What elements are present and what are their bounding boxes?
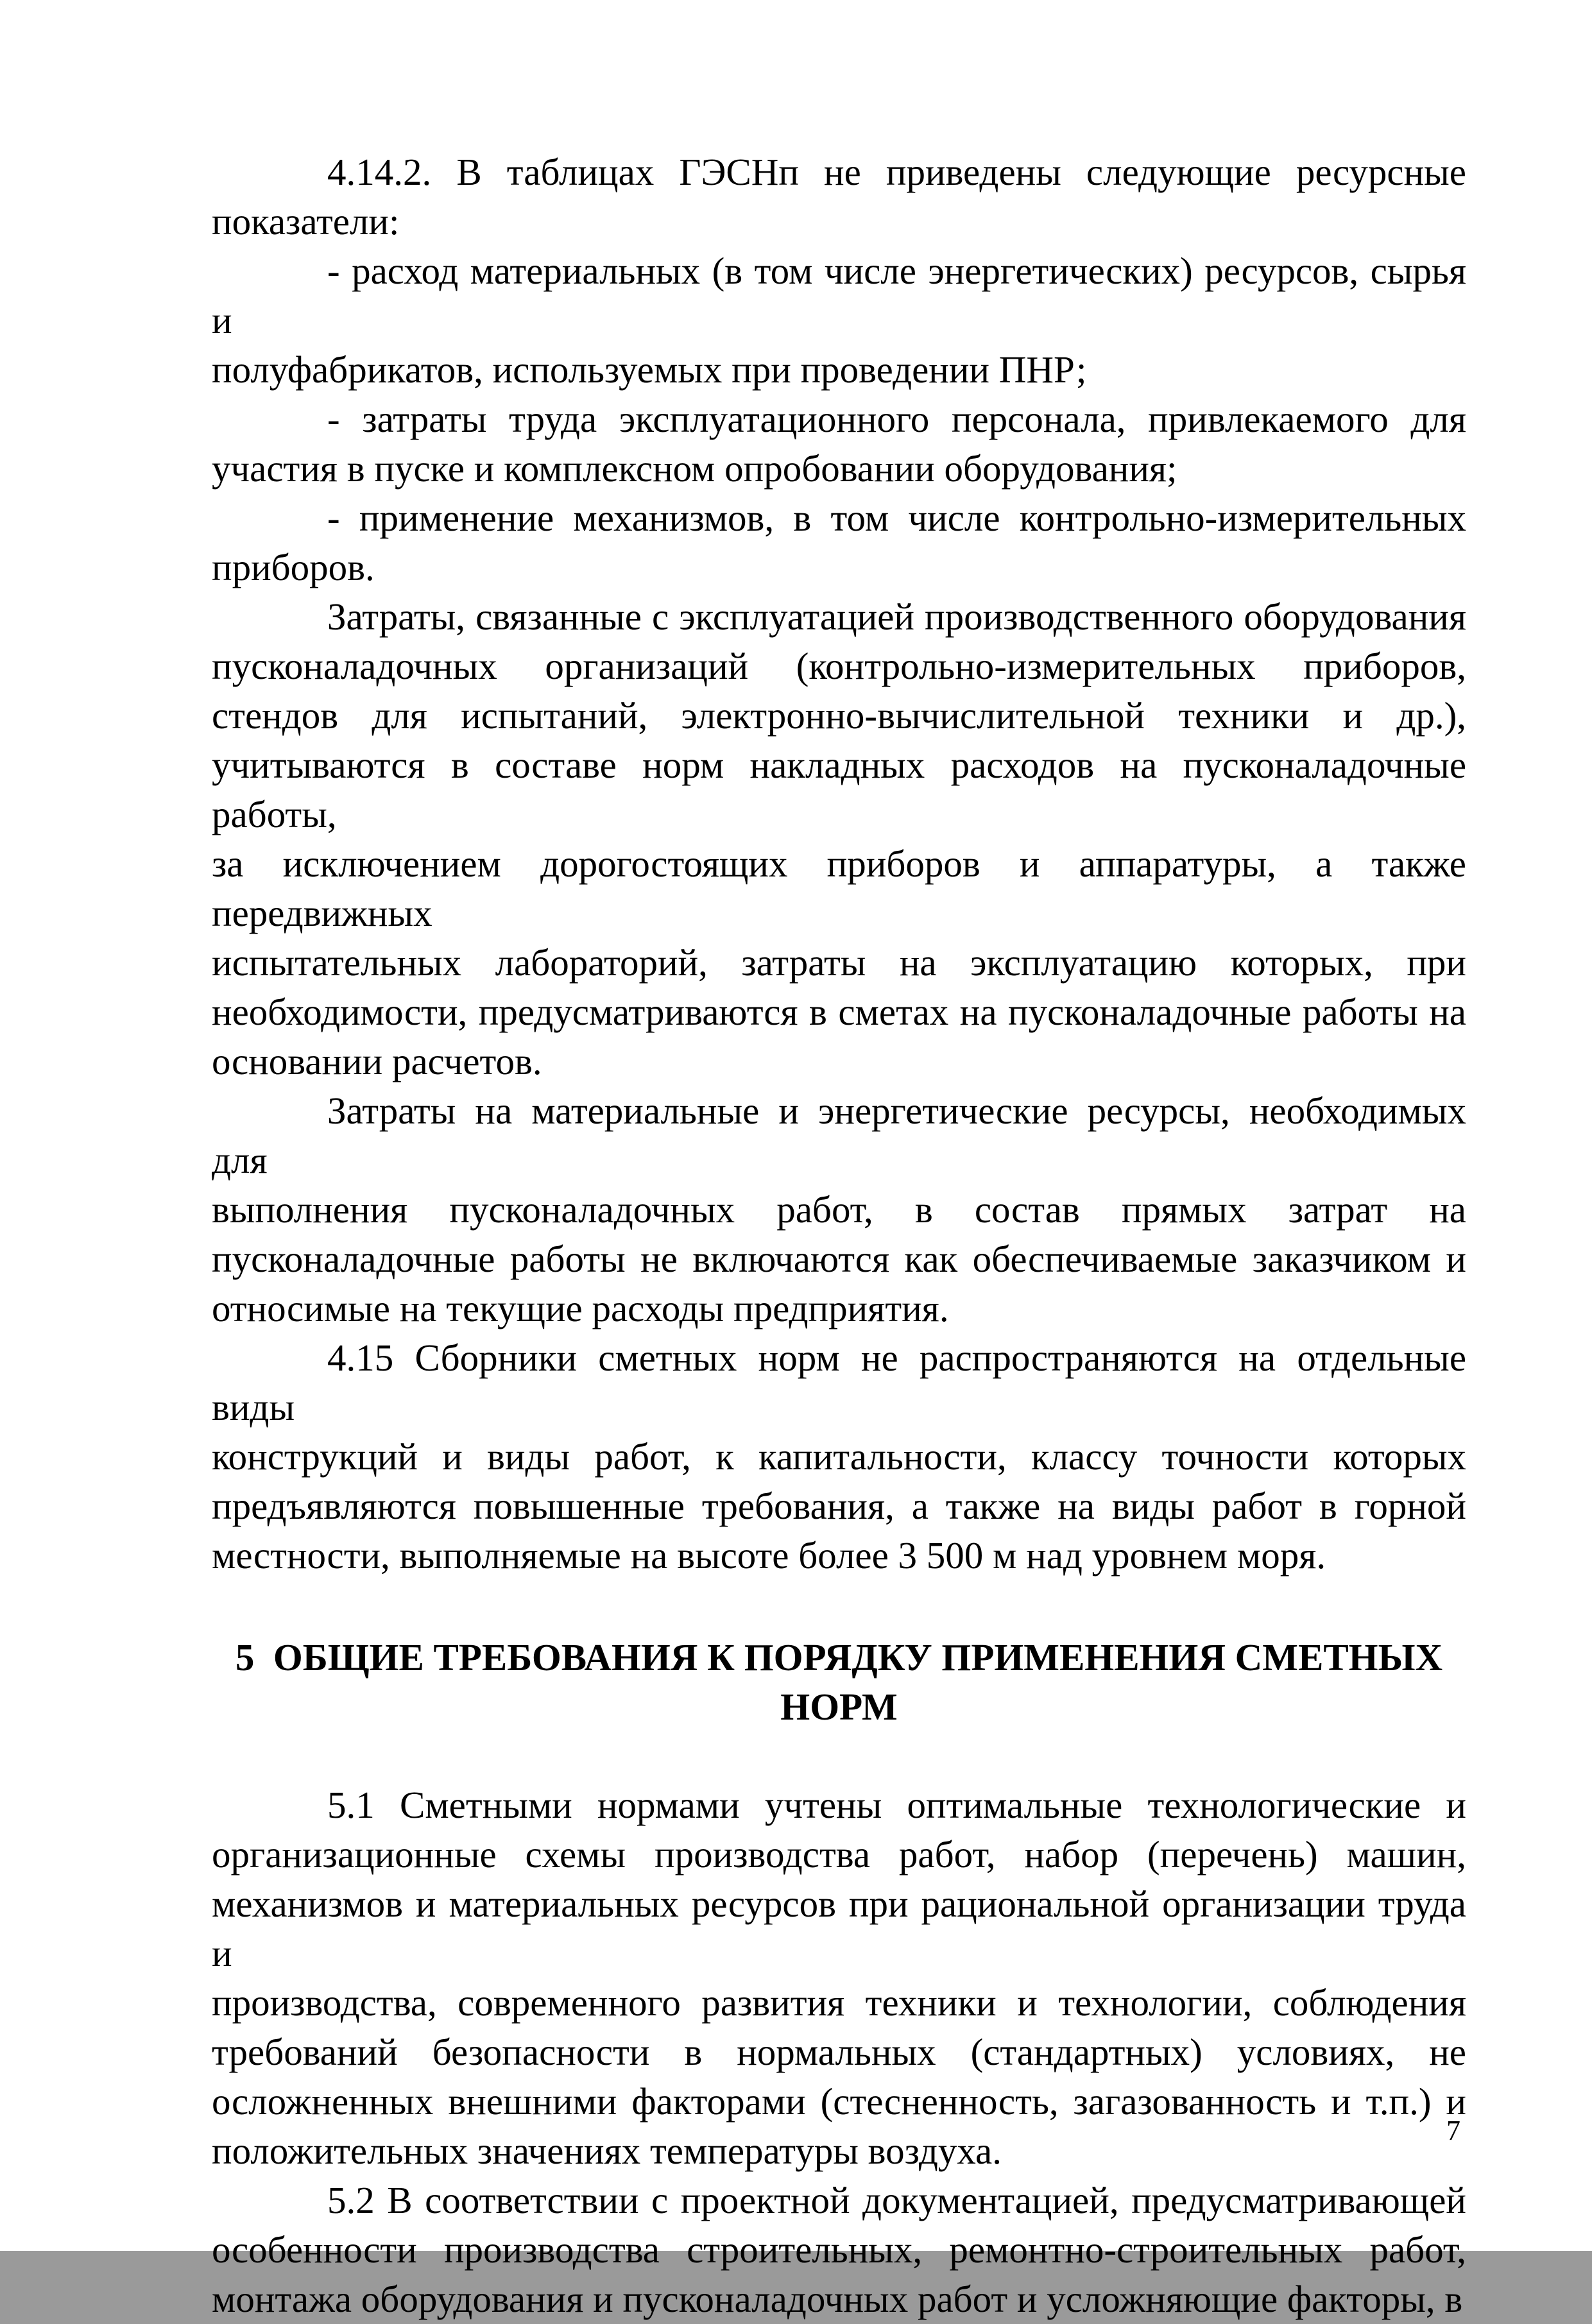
paragraph-4-15 (212, 1333, 1466, 1580)
heading-line: НОРМ (780, 1686, 898, 1728)
text-line: участия в пуске и комплексном опробовании оборудования; (212, 447, 1177, 490)
text-line: учитываются в составе норм накладных расходов на пусконаладочные работы, (212, 744, 1466, 835)
text-line: предъявляются повышенные требования, а также на виды работ в горной (212, 1485, 1466, 1527)
section-5-heading (212, 1633, 1466, 1732)
text-line: монтажа оборудования и пусконаладочных работ и усложняющие факторы, в (212, 2278, 1463, 2320)
paragraph-5-1 (212, 1781, 1466, 2176)
text-line: конструкций и виды работ, к капитальности, классу точности которых (212, 1435, 1466, 1478)
text-line: осложненных внешними факторами (стесненность, загазованность и т.п.) и (212, 2080, 1466, 2123)
text-line: показатели: (212, 200, 400, 243)
text-line: приборов. (212, 546, 375, 588)
text-line: 5.2 В соответствии с проектной документацией, предусматривающей (327, 2179, 1466, 2221)
text-line: - применение механизмов, в том числе контрольно-измерительных (327, 497, 1466, 539)
text-line: 4.15 Сборники сметных норм не распространяются на отдельные виды (212, 1337, 1466, 1428)
list-item-labor-costs (212, 395, 1466, 493)
paragraph-4-14-2 (212, 148, 1466, 246)
heading-line: 5 ОБЩИЕ ТРЕБОВАНИЯ К ПОРЯДКУ ПРИМЕНЕНИЯ СМЕТНЫХ (235, 1636, 1443, 1679)
text-line: - затраты труда эксплуатационного персонала, привлекаемого для (327, 398, 1466, 440)
text-line: 5.1 Сметными нормами учтены оптимальные технологические и (327, 1784, 1466, 1826)
text-line: за исключением дорогостоящих приборов и аппаратуры, а также передвижных (212, 842, 1466, 934)
text-block (212, 148, 1466, 2324)
text-line: механизмов и материальных ресурсов при рациональной организации труда и (212, 1883, 1466, 1974)
text-line: основании расчетов. (212, 1040, 542, 1082)
paragraph-material-energy-resources (212, 1086, 1466, 1333)
text-line: относимые на текущие расходы предприятия. (212, 1287, 949, 1329)
text-line: полуфабрикатов, используемых при проведении ПНР; (212, 348, 1087, 391)
list-item-material-resources (212, 246, 1466, 395)
text-line: производства, современного развития техники и технологии, соблюдения (212, 1981, 1466, 2024)
text-line: - расход материальных (в том числе энергетических) ресурсов, сырья и (212, 250, 1466, 341)
text-line: Затраты, связанные с эксплуатацией производственного оборудования (327, 595, 1466, 638)
text-line: пусконаладочные работы не включаются как обеспечиваемые заказчиком и (212, 1238, 1466, 1280)
text-line: испытательных лабораторий, затраты на эксплуатацию которых, при (212, 941, 1466, 984)
text-line: стендов для испытаний, электронно-вычислительной техники и др.), (212, 694, 1466, 737)
text-line: Затраты на материальные и энергетические ресурсы, необходимых для (212, 1089, 1466, 1181)
page-number: 7 (1446, 2115, 1460, 2146)
text-line: требований безопасности в нормальных (стандартных) условиях, не (212, 2031, 1466, 2073)
text-line: пусконаладочных организаций (контрольно-измерительных приборов, (212, 645, 1466, 687)
text-line: местности, выполняемые на высоте более 3 500 м над уровнем моря. (212, 1534, 1326, 1576)
text-line: выполнения пусконаладочных работ, в состав прямых затрат на (212, 1188, 1466, 1231)
text-line: положительных значениях температуры воздуха. (212, 2130, 1002, 2172)
text-line: 4.14.2. В таблицах ГЭСНп не приведены следующие ресурсные (327, 151, 1466, 193)
paragraph-equipment-costs (212, 592, 1466, 1086)
text-line: особенности производства строительных, ремонтно-строительных работ, (212, 2228, 1466, 2271)
paragraph-5-2 (212, 2176, 1466, 2324)
list-item-mechanisms (212, 493, 1466, 592)
text-line: необходимости, предусматриваются в сметах на пусконаладочные работы на (212, 991, 1466, 1033)
text-line: организационные схемы производства работ, набор (перечень) машин, (212, 1833, 1466, 1875)
